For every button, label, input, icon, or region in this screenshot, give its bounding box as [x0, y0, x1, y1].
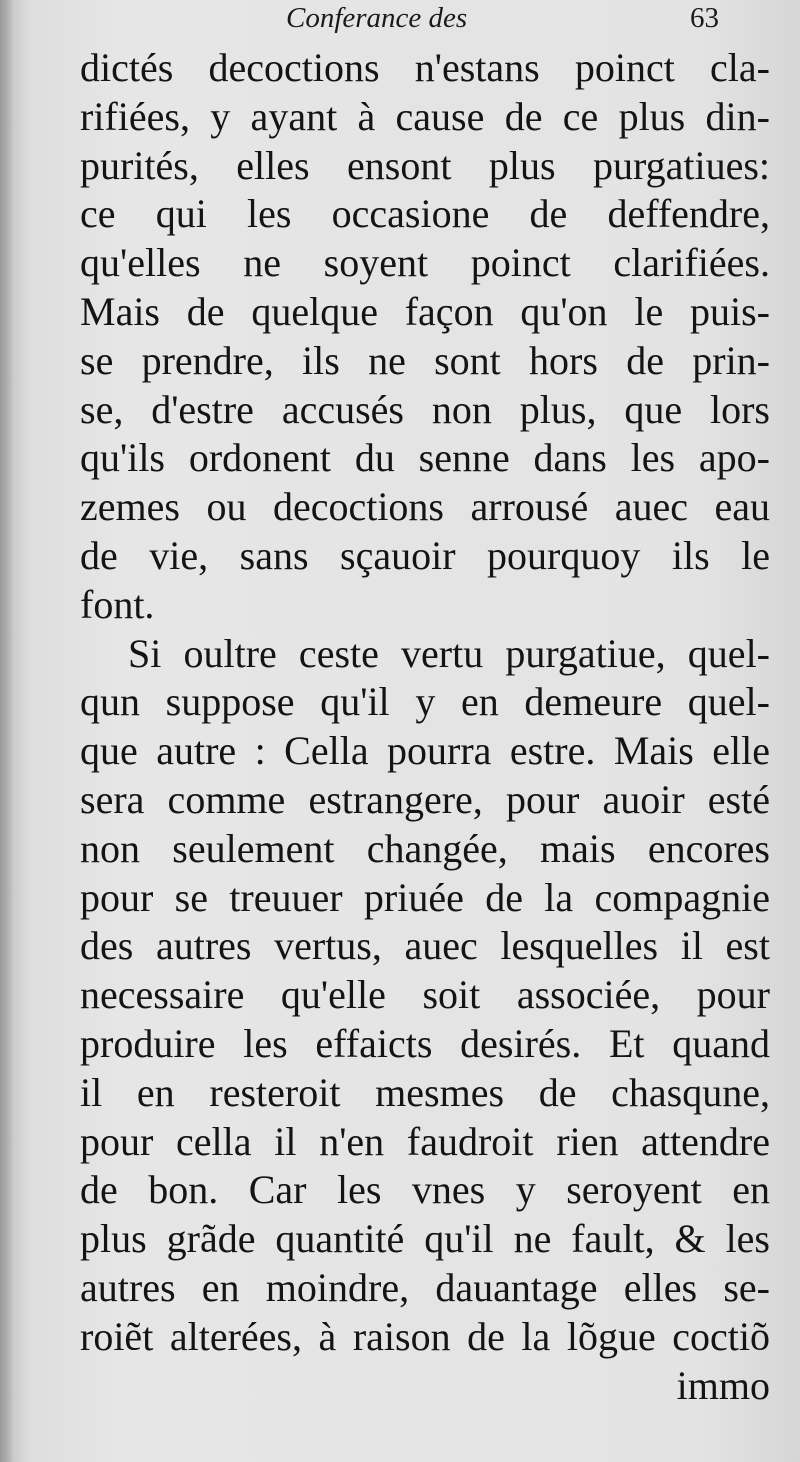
text-line: plus grãde quantité qu'il ne fault, & les: [80, 1216, 770, 1262]
text-line: des autres vertus, auec lesquelles il est: [80, 923, 770, 969]
text-line: non seulement changée, mais encores: [80, 825, 770, 871]
text-line: Mais de quelque façon qu'on le puis-: [80, 288, 770, 334]
text-line: sera comme estrangere, pour auoir esté: [80, 776, 770, 822]
text-line: purités, elles ensont plus purgatiues:: [80, 142, 770, 188]
page-header: [0, 0, 800, 44]
text-line: dictés decoctions n'estans poinct cla-: [80, 45, 770, 90]
text-line: il en resteroit mesmes de chasqune,: [80, 1069, 770, 1115]
gutter-shadow: [0, 0, 14, 1462]
body-text: [80, 44, 770, 1410]
text-line: pour se treuuer priuée de la compagnie: [80, 874, 770, 920]
text-line: necessaire qu'elle soit associée, pour: [80, 972, 770, 1018]
text-line: de vie, sans sçauoir pourquoy ils le: [80, 532, 770, 578]
catchword: immo: [676, 1362, 770, 1408]
paragraph-first-line: Si oultre ceste vertu purgatiue, quel-: [128, 630, 770, 676]
text-line: rifiées, y ayant à cause de ce plus din-: [80, 93, 770, 139]
text-line: qu'ils ordonent du senne dans les apo-: [80, 435, 770, 481]
text-line: zemes ou decoctions arrousé auec eau: [80, 484, 770, 530]
text-line: se, d'estre accusés non plus, que lors: [80, 386, 770, 432]
running-head: Conferance des: [286, 2, 468, 34]
text-line: qun suppose qu'il y en demeure quel-: [80, 679, 770, 725]
text-line: autres en moindre, dauantage elles se-: [80, 1264, 770, 1310]
text-line: roiẽt alterées, à raison de la lõgue coctiõ: [80, 1313, 770, 1359]
page-number: 63: [690, 2, 719, 34]
text-line: qu'elles ne soyent poinct clarifiées.: [80, 240, 770, 286]
text-line: font.: [80, 581, 155, 627]
text-line: de bon. Car les vnes y seroyent en: [80, 1167, 770, 1213]
text-line: produire les effaicts desirés. Et quand: [80, 1020, 770, 1066]
text-line: se prendre, ils ne sont hors de prin-: [80, 337, 770, 383]
text-line: ce qui les occasione de deffendre,: [80, 191, 770, 237]
text-line: pour cella il n'en faudroit rien attendre: [80, 1118, 770, 1164]
text-line: que autre : Cella pourra estre. Mais elle: [80, 728, 770, 774]
